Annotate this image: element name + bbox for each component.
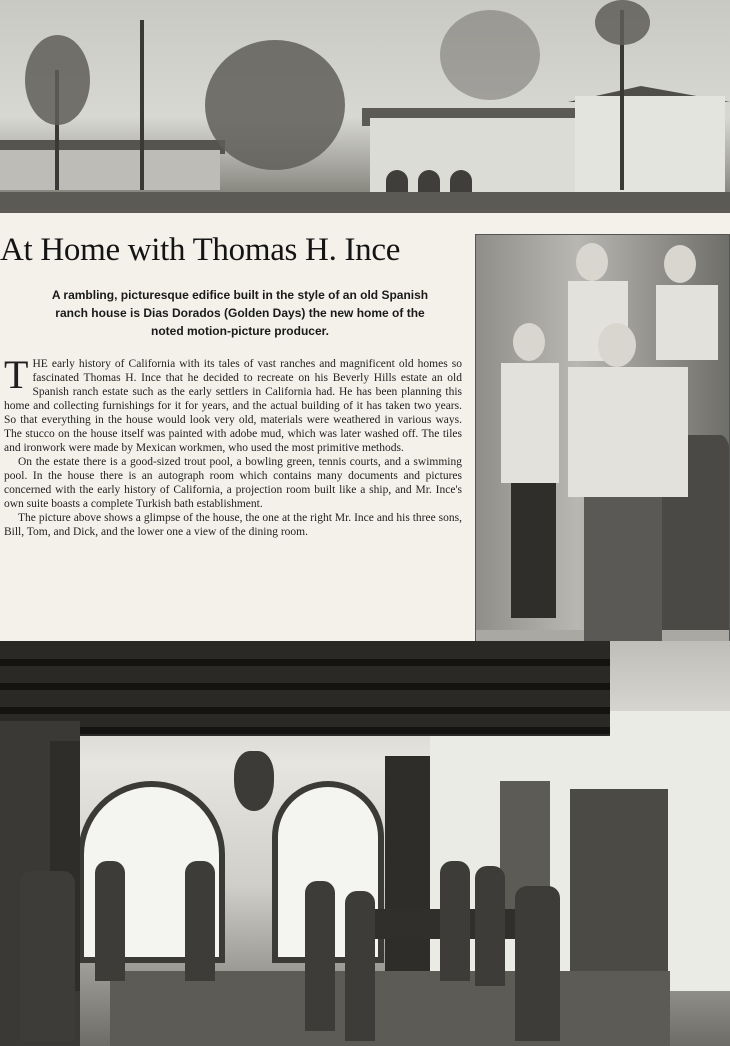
tree <box>440 10 540 100</box>
arch <box>450 170 472 192</box>
paragraph: On the estate there is a good-sized trout pool, a bowling green, tennis courts, and a swimming pool. In the house there is an autograph room which contains many documents and pictures concerned with the early history of California, a projection room built like a ship, and Mr. Ince's own suite boasts a complete Turkish bath establishment. <box>4 456 462 510</box>
dining-room-photo <box>0 641 730 1046</box>
ceiling-beam <box>0 659 610 666</box>
boy-right-head <box>664 245 696 283</box>
rug <box>110 971 670 1046</box>
house-photo <box>0 0 730 213</box>
arch <box>386 170 408 192</box>
tree-trunk <box>140 20 144 190</box>
paragraph-text: HE early history of California with its tales of vast ranches and magnificent old homes so fascinated Thomas H. Ince that he decided to recreate on his Beverly Hills estate an old Spanish ranch estate such as the early settlers in California had. He has been planning this home and collecting furnishings for it for years, and the actual building of it has taken two years. So that everything in the house would look very old, materials were weathered in various ways. The stucco on the house itself was painted with adobe mud, which was later washed off. The tiles and ironwork were made by Mexican workmen, who used the most primitive methods. <box>4 358 462 454</box>
hanging-lantern <box>234 751 274 811</box>
chair <box>345 891 375 1041</box>
chair <box>20 871 75 1041</box>
ince-cardigan <box>568 367 688 497</box>
ince-head <box>598 323 636 367</box>
chair <box>440 861 470 981</box>
boy-right-sweater <box>656 285 718 360</box>
tree <box>25 35 90 125</box>
article-subtitle: A rambling, picturesque edifice built in the style of an old Spanish ranch house is Dias Dorados (Golden Days) the new home of the noted motion-picture producer. <box>51 288 429 338</box>
boy-left-sweater <box>501 363 559 483</box>
arch <box>418 170 440 192</box>
ceiling-beam <box>0 707 610 714</box>
left-wing-building <box>0 150 220 190</box>
boy-left-head <box>513 323 545 361</box>
paragraph: The picture above shows a glimpse of the house, the one at the right Mr. Ince and his three sons, Bill, Tom, and Dick, and the lower one a view of the dining room. <box>4 512 462 538</box>
chair <box>185 861 215 981</box>
chair <box>475 866 505 986</box>
article-body <box>4 352 462 539</box>
article-title: At Home with Thomas H. Ince <box>0 232 401 268</box>
chair <box>95 861 125 981</box>
chair <box>305 881 335 1031</box>
tree <box>205 40 345 170</box>
palm-fronds <box>595 0 650 45</box>
drop-cap: T <box>4 352 29 397</box>
boy-center-head <box>576 243 608 281</box>
family-photo <box>475 234 730 704</box>
curtain <box>385 756 430 996</box>
ceiling-beam <box>0 727 610 734</box>
ceiling-beam <box>0 683 610 690</box>
boy-left-legs <box>511 483 556 618</box>
right-house-building <box>575 96 725 193</box>
lawn <box>0 192 730 213</box>
paragraph <box>4 352 462 455</box>
chair <box>515 886 560 1041</box>
